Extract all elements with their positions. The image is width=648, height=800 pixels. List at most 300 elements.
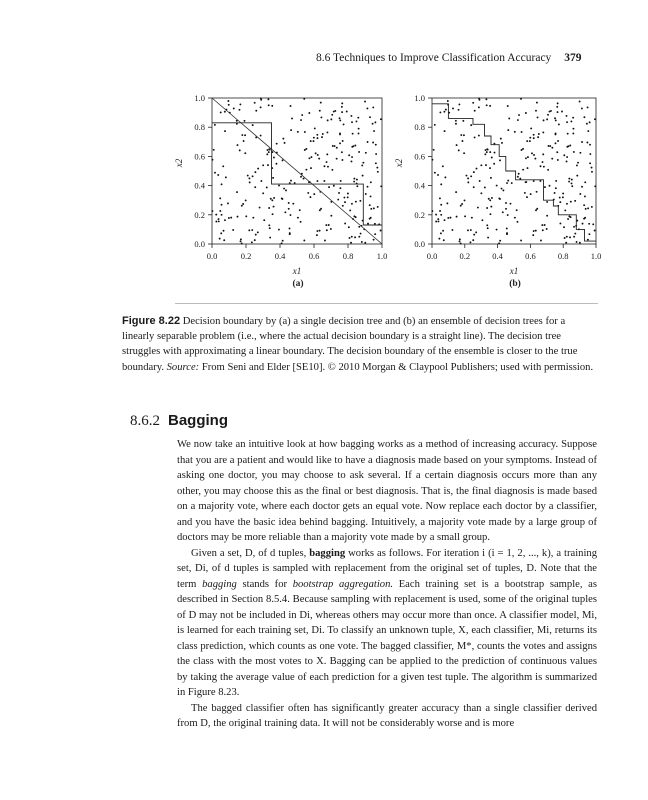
data-point [227, 202, 229, 204]
data-point [350, 242, 352, 244]
data-point [211, 210, 213, 212]
data-point [481, 219, 483, 221]
data-point [476, 168, 478, 170]
data-point [478, 106, 480, 108]
data-point [460, 134, 462, 136]
data-point [370, 208, 372, 210]
data-point [489, 167, 491, 169]
data-point [489, 213, 491, 215]
data-point [343, 123, 345, 125]
data-point [569, 236, 571, 238]
data-point [579, 152, 581, 154]
data-point [310, 156, 312, 158]
data-point [570, 201, 572, 203]
data-point [362, 175, 364, 177]
data-point [252, 175, 254, 177]
data-point [459, 240, 461, 242]
data-point [458, 103, 460, 105]
data-point [367, 223, 369, 225]
data-point [276, 143, 278, 145]
data-point [268, 207, 270, 209]
data-point [273, 157, 275, 159]
data-point [361, 241, 363, 243]
data-point [278, 229, 280, 231]
data-point [314, 127, 316, 129]
data-point [518, 173, 520, 175]
data-point [326, 161, 328, 163]
data-point [541, 224, 543, 226]
data-point [373, 239, 375, 241]
data-point [439, 111, 441, 113]
data-point [303, 98, 305, 100]
data-point [583, 218, 585, 220]
data-point [478, 99, 480, 101]
data-point [594, 185, 596, 187]
data-point [566, 203, 568, 205]
data-point [322, 133, 324, 135]
data-point [313, 140, 315, 142]
data-point [310, 167, 312, 169]
data-point [327, 166, 329, 168]
data-point [546, 118, 548, 120]
data-point [486, 104, 488, 106]
data-point [349, 237, 351, 239]
data-point [564, 209, 566, 211]
data-point [555, 180, 557, 182]
panel-label: (a) [292, 279, 304, 289]
paragraph-2 [177, 546, 597, 701]
data-point [330, 118, 332, 120]
data-point [470, 229, 472, 231]
data-point [533, 134, 535, 136]
data-point [354, 145, 356, 147]
data-point [323, 180, 325, 182]
data-point [574, 200, 576, 202]
data-point [307, 192, 309, 194]
x-tick-label: 0.0 [206, 251, 218, 261]
data-point [555, 119, 557, 121]
data-point [583, 204, 585, 206]
data-point [364, 242, 366, 244]
data-point [447, 217, 449, 219]
data-point [440, 232, 442, 234]
data-point [535, 230, 537, 232]
data-point [548, 145, 550, 147]
data-point [536, 102, 538, 104]
data-point [469, 241, 471, 243]
data-point [380, 230, 382, 232]
data-point [303, 178, 305, 180]
data-point [224, 130, 226, 132]
data-point [241, 134, 243, 136]
data-point [228, 217, 230, 219]
data-point [432, 159, 434, 161]
data-point [486, 151, 488, 153]
data-point [498, 242, 500, 244]
data-point [579, 242, 581, 244]
data-point [304, 149, 306, 151]
data-point [269, 237, 271, 239]
data-point [486, 224, 488, 226]
data-point [438, 238, 440, 240]
data-point [499, 159, 501, 161]
data-point [225, 176, 227, 178]
data-point [484, 153, 486, 155]
data-point [473, 234, 475, 236]
data-point [581, 141, 583, 143]
data-point [260, 135, 262, 137]
data-point [526, 196, 528, 198]
data-point [451, 229, 453, 231]
data-point [332, 145, 334, 147]
data-point [218, 220, 220, 222]
data-point [316, 134, 318, 136]
data-point [460, 242, 462, 244]
data-point [508, 117, 510, 119]
data-point [479, 180, 481, 182]
data-point [356, 120, 358, 122]
data-point [359, 200, 361, 202]
data-point [549, 145, 551, 147]
data-point [530, 193, 532, 195]
data-point [288, 202, 290, 204]
data-point [361, 164, 363, 166]
data-point [300, 119, 302, 121]
data-point [239, 149, 241, 151]
data-point [572, 117, 574, 119]
data-point [556, 106, 558, 108]
data-point [589, 162, 591, 164]
data-point [532, 234, 534, 236]
data-point [587, 106, 589, 108]
data-point [269, 149, 271, 151]
data-point [330, 228, 332, 230]
data-point [241, 205, 243, 207]
data-point [500, 138, 502, 140]
data-point [212, 159, 214, 161]
data-point [567, 133, 569, 135]
data-point [587, 239, 589, 241]
data-point [346, 111, 348, 113]
data-point [484, 186, 486, 188]
data-point [367, 141, 369, 143]
data-point [579, 193, 581, 195]
data-point [576, 175, 578, 177]
data-point [333, 111, 335, 113]
data-point [527, 156, 529, 158]
data-point [510, 203, 512, 205]
page-number: 379 [564, 52, 582, 64]
data-point [376, 167, 378, 169]
data-point [304, 131, 306, 133]
data-point [576, 241, 578, 243]
data-point [292, 203, 294, 205]
data-point [459, 238, 461, 240]
data-point [501, 142, 503, 144]
data-point [232, 229, 234, 231]
data-point [437, 174, 439, 176]
data-point [326, 131, 328, 133]
data-point [268, 151, 270, 153]
data-point [354, 236, 356, 238]
x-tick-label: 0.8 [557, 251, 569, 261]
data-point [252, 217, 254, 219]
data-point [566, 156, 568, 158]
data-point [589, 121, 591, 123]
caption-text: Decision boundary by (a) a single decision tree and (b) an ensemble of decision trees for a linearly separable problem (i.e., where the actual decision boundary is a straight line). The decision tree struggles with approximating a linear boundary. The decision boundary of the ensemble is closer to the true boundary. [122, 316, 578, 373]
data-point [558, 123, 560, 125]
data-point [499, 198, 501, 200]
data-point [357, 117, 359, 119]
data-point [525, 112, 527, 114]
paragraph-3: The bagged classifier often has significantly greater accuracy than a single classifier derived from D, the original training data. It will not be considerably worse and is more [177, 702, 597, 729]
data-point [563, 154, 565, 156]
data-point [488, 198, 490, 200]
data-point [546, 215, 548, 217]
data-point [561, 111, 563, 113]
data-point [506, 182, 508, 184]
data-point [501, 188, 503, 190]
data-point [316, 180, 318, 182]
data-point [228, 104, 230, 106]
data-point [499, 240, 501, 242]
data-point [358, 151, 360, 153]
data-point [563, 226, 565, 228]
data-point [338, 192, 340, 194]
data-point [375, 153, 377, 155]
data-point [221, 183, 223, 185]
data-point [372, 142, 374, 144]
data-point [516, 209, 518, 211]
data-point [517, 119, 519, 121]
data-point [574, 233, 576, 235]
data-point [233, 108, 235, 110]
data-point [283, 188, 285, 190]
data-point [557, 111, 559, 113]
data-point [380, 118, 382, 120]
data-point [370, 181, 372, 183]
data-point [555, 142, 557, 144]
data-point [525, 157, 527, 159]
data-point [326, 153, 328, 155]
data-point [588, 233, 590, 235]
x-tick-label: 0.8 [342, 251, 354, 261]
data-point [278, 185, 280, 187]
data-point [543, 166, 545, 168]
y-tick-label: 0.4 [194, 180, 205, 191]
data-point [584, 195, 586, 197]
data-point [489, 151, 491, 153]
data-point [339, 142, 341, 144]
data-point [542, 153, 544, 155]
data-point [589, 153, 591, 155]
data-point [589, 144, 591, 146]
data-point [571, 179, 573, 181]
y-tick-label: 0.2 [414, 209, 425, 220]
data-point [461, 203, 463, 205]
data-point [467, 181, 469, 183]
data-point [342, 140, 344, 142]
data-point [351, 121, 353, 123]
p2-text-c: stands for [236, 578, 293, 590]
data-point [443, 111, 445, 113]
data-point [493, 163, 495, 165]
data-point [464, 199, 466, 201]
data-point [267, 98, 269, 100]
data-point [505, 202, 507, 204]
data-point [566, 121, 568, 123]
data-point [374, 223, 376, 225]
data-point [215, 214, 217, 216]
data-point [358, 128, 360, 130]
data-point [549, 111, 551, 113]
data-point [339, 187, 341, 189]
data-point [583, 116, 585, 118]
data-point [310, 140, 312, 142]
data-point [251, 241, 253, 243]
x-tick-label: 1.0 [376, 251, 388, 261]
data-point [511, 182, 513, 184]
data-point [271, 105, 273, 107]
data-point [341, 151, 343, 153]
data-point [526, 140, 528, 142]
data-point [491, 197, 493, 199]
data-point [450, 217, 452, 219]
data-point [269, 227, 271, 229]
data-point [542, 131, 544, 133]
data-point [213, 149, 215, 151]
data-point [439, 210, 441, 212]
data-point [299, 209, 301, 211]
data-point [443, 239, 445, 241]
data-point [341, 159, 343, 161]
data-point [556, 151, 558, 153]
data-point [221, 214, 223, 216]
data-point [472, 102, 474, 104]
data-point [351, 161, 353, 163]
data-point [220, 232, 222, 234]
data-point [341, 102, 343, 104]
data-point [260, 99, 262, 101]
data-point [439, 197, 441, 199]
p2-italic-term-2: bootstrap aggregation. [292, 578, 394, 590]
data-point [281, 242, 283, 244]
section-heading [130, 412, 228, 430]
data-point [219, 197, 221, 199]
data-point [370, 195, 372, 197]
data-point [372, 106, 374, 108]
data-point [219, 238, 221, 240]
data-point [587, 207, 589, 209]
data-point [586, 123, 588, 125]
section-title: Bagging [168, 412, 228, 429]
data-point [571, 182, 573, 184]
data-point [440, 183, 442, 185]
data-point [326, 229, 328, 231]
data-point [317, 154, 319, 156]
data-point [522, 169, 524, 171]
data-point [540, 240, 542, 242]
data-point [257, 168, 259, 170]
data-point [527, 167, 529, 169]
data-point [474, 110, 476, 112]
data-point [227, 100, 229, 102]
data-point [337, 199, 339, 201]
data-point [507, 180, 509, 182]
data-point [442, 230, 444, 232]
data-point [214, 124, 216, 126]
data-point [263, 219, 265, 221]
data-point [241, 242, 243, 244]
data-point [316, 234, 318, 236]
data-point [243, 140, 245, 142]
data-point [341, 106, 343, 108]
data-point [557, 140, 559, 142]
data-point [215, 221, 217, 223]
data-point [594, 118, 596, 120]
data-point [262, 164, 264, 166]
data-point [324, 165, 326, 167]
paragraph-1: We now take an intuitive look at how bagging works as a method of increasing accuracy. Suppose that you are a patient and would like to have a diagnosis made based on your symptoms. Instead of asking one doctor, you may choose to ask several. If a certain diagnosis occurs more than any other, you may choose this as the final or best diagnosis. That is, the final diagnosis is made based on a majority vote, where each doctor gets an equal vote. Now replace each doctor by a classifier, and you have the basic idea behind bagging. Intuitively, a majority vote made by a large group of doctors may be more reliable than a majority vote made by a small group. [177, 439, 597, 543]
x-tick-label: 0.2 [459, 251, 471, 261]
data-point [567, 218, 569, 220]
data-point [300, 176, 302, 178]
data-point [533, 154, 535, 156]
data-point [248, 229, 250, 231]
y-tick-label: 0.0 [194, 239, 205, 249]
data-point [506, 232, 508, 234]
data-point [374, 121, 376, 123]
data-point [588, 223, 590, 225]
data-point [221, 204, 223, 206]
data-point [579, 101, 581, 103]
data-point [531, 152, 533, 154]
data-point [244, 134, 246, 136]
data-point [254, 171, 256, 173]
data-point [331, 169, 333, 171]
p2-italic-term: bagging [202, 578, 237, 590]
data-point [487, 149, 489, 151]
data-point [313, 137, 315, 139]
data-point [262, 192, 264, 194]
data-point [518, 114, 520, 116]
data-point [219, 210, 221, 212]
data-point [369, 204, 371, 206]
data-point [336, 158, 338, 160]
data-point [463, 134, 465, 136]
data-point [573, 151, 575, 153]
data-point [290, 129, 292, 131]
y-axis-label: x2 [174, 158, 184, 168]
data-point [351, 236, 353, 238]
data-point [344, 201, 346, 203]
data-point [245, 215, 247, 217]
data-point [273, 197, 275, 199]
data-point [478, 135, 480, 137]
data-point [466, 175, 468, 177]
data-point [214, 172, 216, 174]
data-point [316, 230, 318, 232]
data-point [353, 215, 355, 217]
data-point [585, 208, 587, 210]
data-point [452, 108, 454, 110]
data-point [347, 196, 349, 198]
data-point [562, 193, 564, 195]
data-point [327, 119, 329, 121]
data-point [544, 186, 546, 188]
data-point [581, 186, 583, 188]
data-point [339, 133, 341, 135]
